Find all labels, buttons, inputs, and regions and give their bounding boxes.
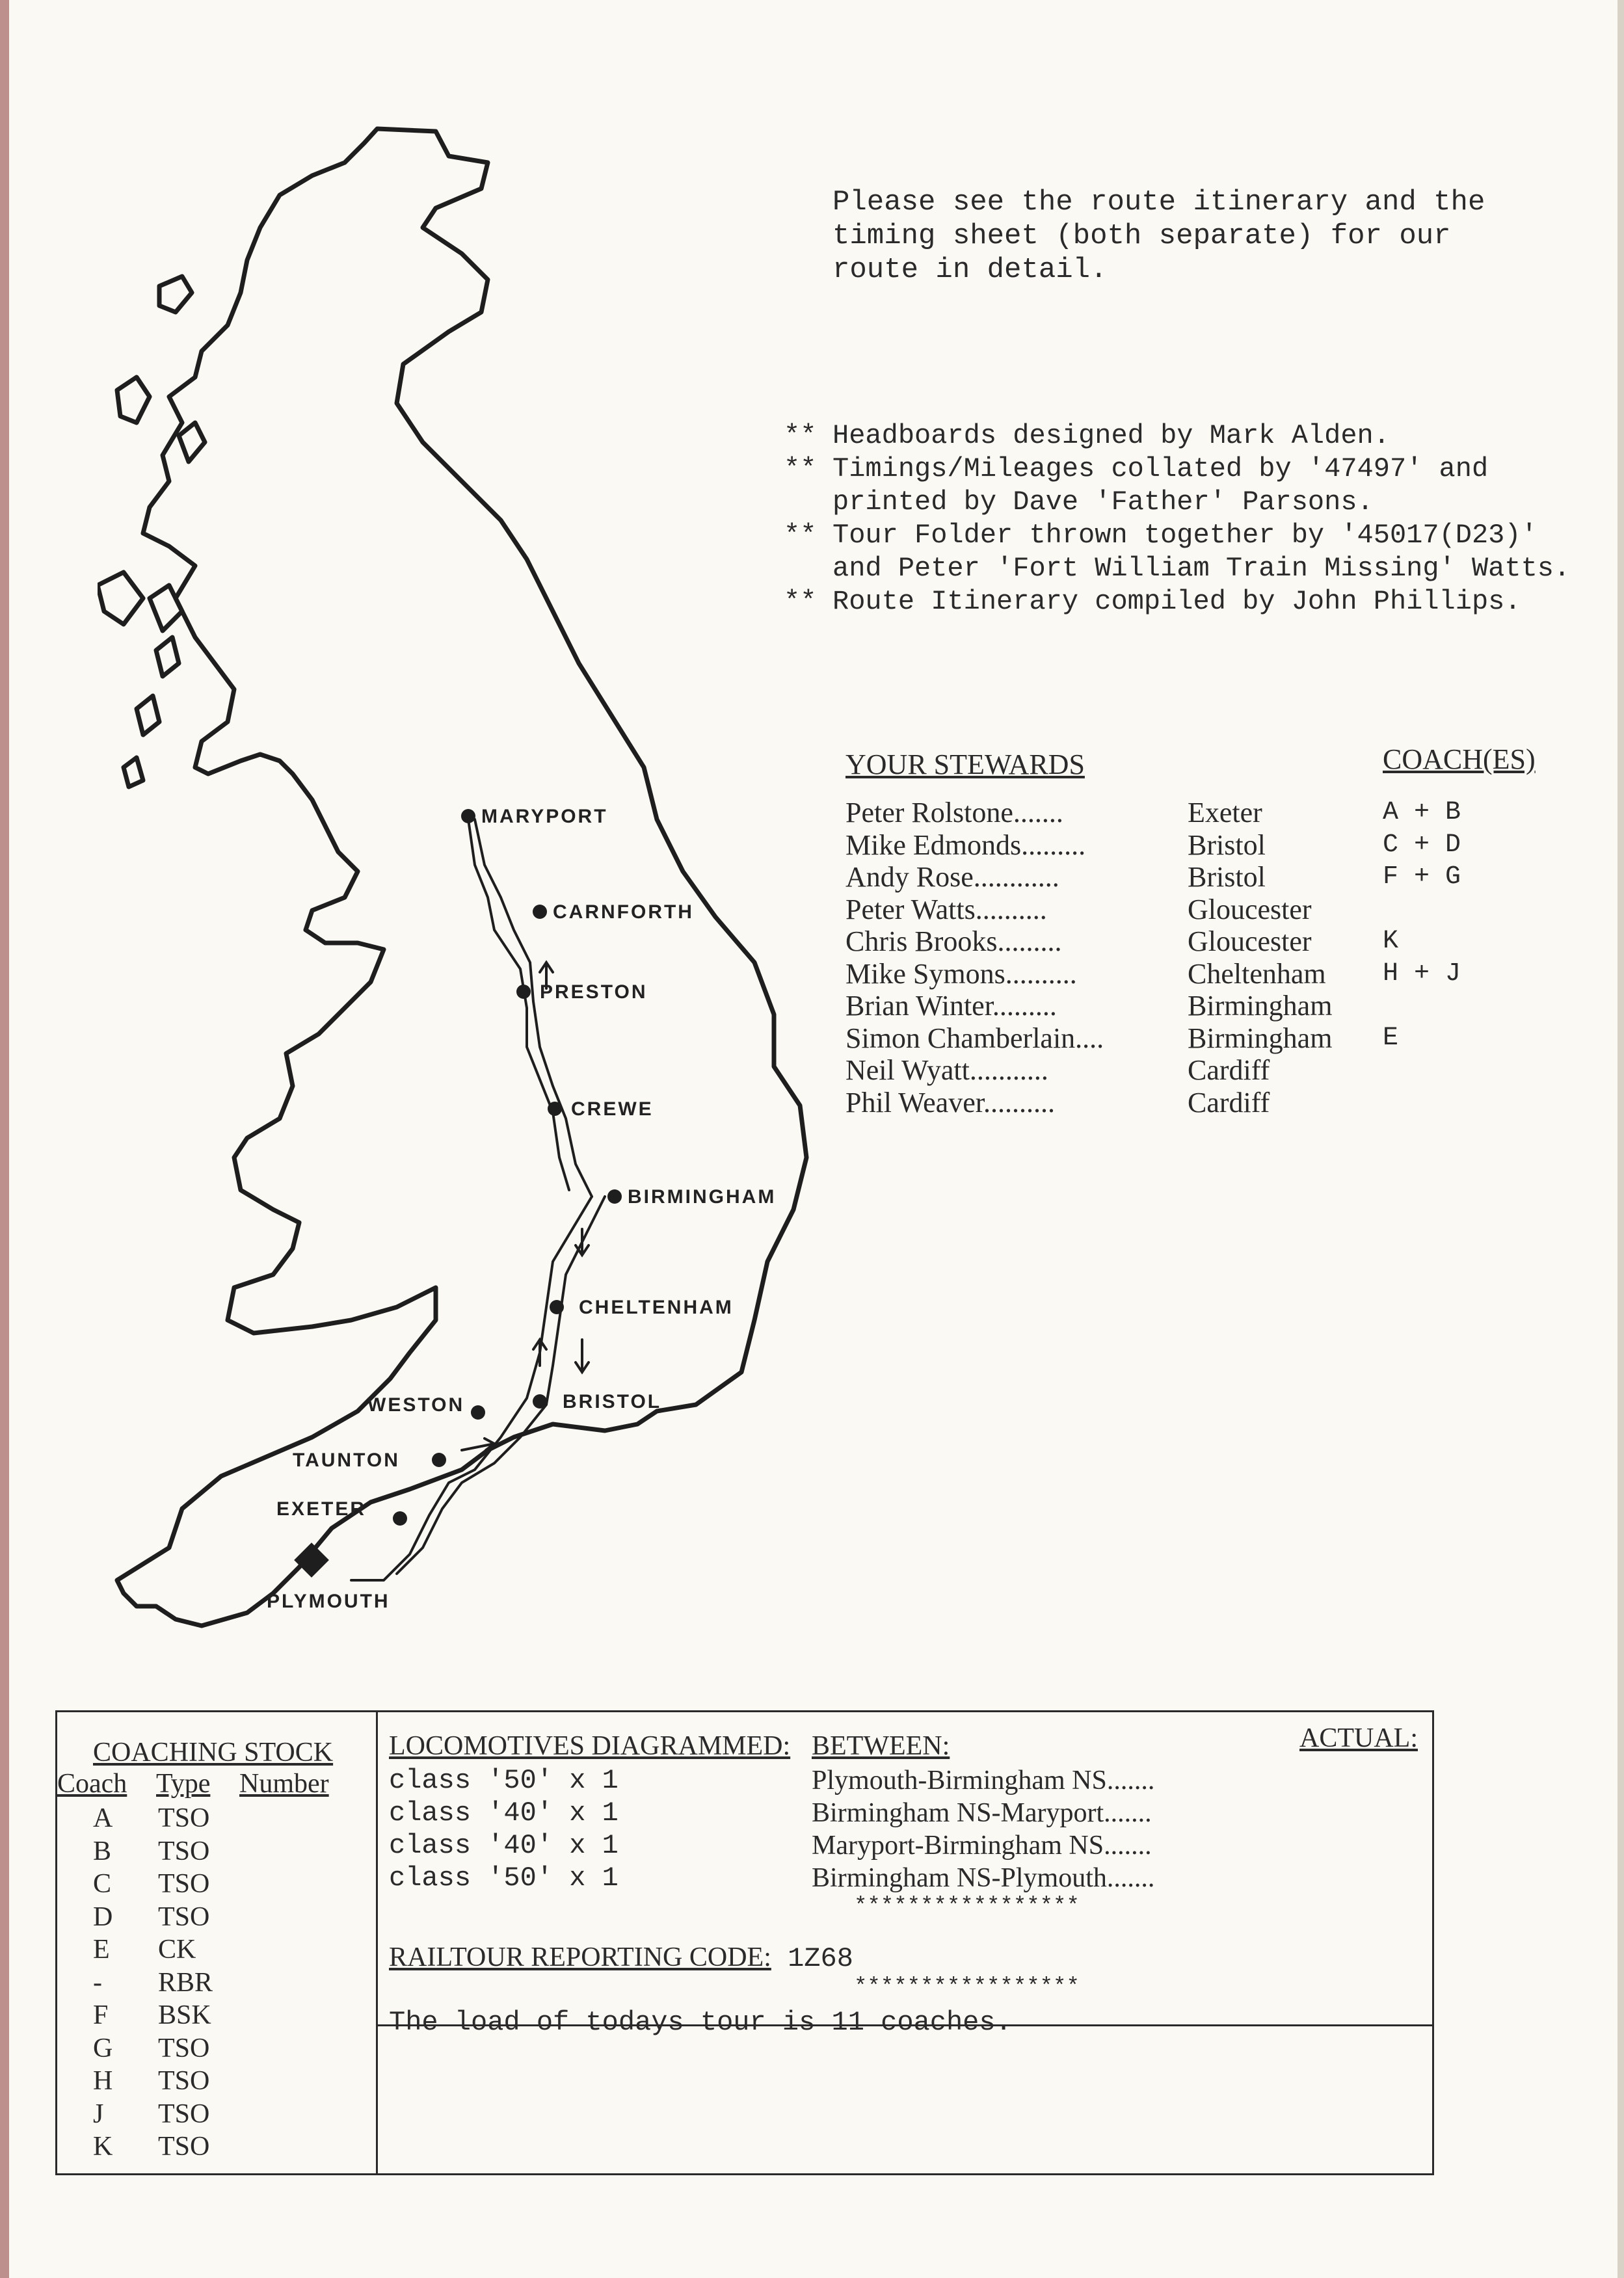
label-bristol: BRISTOL [563,1391,662,1412]
steward-location: Birmingham [1188,990,1333,1022]
loco-between: Maryport-Birmingham NS....... [812,1831,1152,1861]
locomotive-row [389,1764,1430,1797]
table-row [57,1868,376,1901]
station-bristol-dot [533,1394,547,1409]
coach-letter: - [93,1967,102,1998]
table-row [57,2130,376,2164]
coach-type: TSO [158,1869,210,1899]
actual-header: ACTUAL: [1299,1723,1418,1753]
steward-name: Andy Rose............ [845,861,1059,893]
asterisk-divider: ***************** [854,1975,1080,2000]
steward-coaches: K [1383,927,1399,956]
steward-name: Peter Rolstone....... [845,797,1063,828]
island-outline [124,758,143,787]
steward-row [845,958,1561,990]
column-header-coach: Coach [57,1769,127,1799]
station-plymouth-marker [294,1543,329,1578]
steward-coaches: F + G [1383,862,1461,892]
label-taunton: TAUNTON [293,1450,400,1471]
coaching-stock-rows [57,1802,376,2164]
between-header: BETWEEN: [812,1731,950,1761]
loco-between: Plymouth-Birmingham NS....... [812,1766,1155,1795]
coach-letter: F [93,2000,109,2030]
stewards-list [845,797,1561,1119]
coach-letter: J [93,2099,104,2129]
steward-coaches [1383,990,1513,1022]
coach-type: TSO [158,1803,210,1833]
intro-line: Please see the route itinerary and the [832,186,1485,219]
steward-row [845,797,1561,829]
page-edge-right [1617,0,1624,2278]
coach-letter: E [93,1935,110,1965]
coach-letter: H [93,2066,113,2096]
island-outline [159,276,192,312]
steward-location: Cardiff [1188,1054,1270,1086]
reporting-code-value: 1Z68 [788,1943,853,1974]
load-text: The load of todays tour is 11 coaches. [389,2007,1012,2038]
station-carnforth-dot [533,905,547,919]
station-birmingham-dot [607,1189,622,1204]
label-birmingham: BIRMINGHAM [628,1186,777,1208]
table-row [57,1967,376,2000]
steward-name: Mike Symons.......... [845,957,1077,990]
steward-location: Cheltenham [1188,957,1326,990]
station-preston-dot [516,985,531,999]
table-row [57,2098,376,2131]
table-row [57,2032,376,2065]
steward-row [845,1054,1561,1087]
steward-coaches: C + D [1383,830,1461,860]
steward-name: Neil Wyatt........... [845,1054,1048,1086]
locomotive-row [389,1829,1430,1862]
intro-paragraph [832,185,1548,287]
intro-line: route in detail. [832,254,1108,286]
credit-item [784,453,1597,486]
coach-letter: A [93,1803,113,1833]
loco-class: class '40' x 1 [389,1830,619,1861]
coach-type: TSO [158,2132,210,2162]
station-cheltenham-dot [550,1300,564,1314]
steward-row [845,925,1561,958]
table-row [57,1835,376,1868]
steward-row [845,894,1561,926]
label-crewe: CREWE [571,1098,654,1120]
reporting-code-line [389,1942,853,1974]
loco-class: class '50' x 1 [389,1765,619,1796]
locomotives-header: LOCOMOTIVES DIAGRAMMED: [389,1731,791,1761]
steward-name: Peter Watts.......... [845,893,1047,925]
coach-type: CK [158,1935,196,1965]
coach-type: TSO [158,2066,210,2096]
steward-location: Bristol [1188,861,1266,893]
steward-name: Brian Winter......... [845,990,1057,1022]
coach-type: RBR [158,1967,213,1998]
loco-class: class '40' x 1 [389,1797,619,1829]
label-preston: PRESTON [540,981,648,1003]
island-outline [156,637,179,676]
credit-item [784,519,1597,552]
intro-line: timing sheet (both separate) for our [832,220,1451,252]
asterisk-divider: ***************** [854,1894,1080,1919]
island-outline [117,377,150,423]
credit-text: Timings/Mileages collated by '47497' and [832,453,1489,484]
coaching-stock-title: COACHING STOCK [93,1738,334,1768]
steward-row [845,990,1561,1022]
credits-list [784,419,1597,618]
station-crewe-dot [548,1102,562,1116]
page-edge-left [0,0,9,2278]
credit-text: Tour Folder thrown together by '45017(D23)' [832,520,1537,551]
steward-coaches [1383,1054,1513,1087]
credit-bullet: ** [784,520,817,551]
tour-details-box [55,1710,1434,2175]
station-weston-dot [471,1405,485,1420]
locomotive-row [389,1797,1430,1829]
loco-class: class '50' x 1 [389,1862,619,1894]
credit-text: Headboards designed by Mark Alden. [832,420,1390,451]
station-exeter-dot [393,1511,407,1526]
coach-letter: K [93,2132,113,2162]
route-map [98,117,845,1665]
steward-coaches: A + B [1383,798,1461,827]
coach-letter: G [93,2033,113,2063]
steward-name: Simon Chamberlain.... [845,1022,1104,1054]
label-weston: WESTON [367,1394,465,1416]
steward-name: Mike Edmonds......... [845,828,1086,861]
credit-bullet: ** [784,420,817,451]
label-carnforth: CARNFORTH [553,901,694,923]
table-row [57,1802,376,1835]
steward-coaches: H + J [1383,959,1461,988]
label-plymouth: PLYMOUTH [267,1591,390,1612]
steward-name: Chris Brooks......... [845,925,1062,957]
table-row [57,1901,376,1934]
credit-item-continued [784,486,1597,519]
credit-text: Route Itinerary compiled by John Phillips. [832,586,1521,617]
steward-location: Cardiff [1188,1086,1270,1119]
island-outline [137,696,159,735]
steward-row [845,829,1561,862]
steward-name: Phil Weaver.......... [845,1086,1055,1119]
column-header-type: Type [156,1769,211,1799]
label-cheltenham: CHELTENHAM [579,1297,734,1318]
steward-row [845,1022,1561,1055]
stewards-header: YOUR STEWARDS [845,748,1085,780]
table-row [57,2065,376,2098]
coach-letter: B [93,1836,112,1866]
credit-item [784,585,1597,618]
credit-text: and Peter 'Fort William Train Missing' Watts. [832,553,1571,584]
steward-coaches [1383,894,1513,926]
coach-type: BSK [158,2000,211,2030]
label-maryport: MARYPORT [481,806,608,827]
table-row [57,1933,376,1967]
island-outline [179,423,205,462]
coach-letter: D [93,1901,113,1932]
box-vertical-divider [376,1712,378,2173]
loco-between: Birmingham NS-Plymouth....... [812,1863,1155,1893]
steward-location: Gloucester [1188,925,1312,957]
steward-row [845,1087,1561,1119]
steward-row [845,861,1561,894]
steward-location: Bristol [1188,828,1266,861]
station-taunton-dot [432,1453,446,1467]
credit-text: printed by Dave 'Father' Parsons. [832,486,1374,518]
column-header-number: Number [239,1769,329,1799]
coach-type: TSO [158,2033,210,2063]
reporting-code-label: RAILTOUR REPORTING CODE: [389,1942,771,1972]
coaches-header: COACH(ES) [1383,743,1536,775]
locomotive-row [389,1862,1430,1894]
steward-coaches [1383,1087,1513,1119]
coach-type: TSO [158,1836,210,1866]
locomotive-rows [389,1764,1430,1894]
credit-bullet: ** [784,586,817,617]
credit-item [784,419,1597,453]
label-exeter: EXETER [276,1498,367,1520]
steward-location: Gloucester [1188,893,1312,925]
station-maryport-dot [461,809,475,823]
coach-letter: C [93,1869,112,1899]
credit-bullet: ** [784,453,817,484]
steward-location: Birmingham [1188,1022,1333,1054]
island-outline [98,572,143,624]
steward-coaches: E [1383,1023,1399,1053]
credit-item-continued [784,552,1597,585]
table-row [57,1999,376,2032]
loco-between: Birmingham NS-Maryport....... [812,1798,1152,1828]
coach-type: TSO [158,1901,210,1932]
coach-type: TSO [158,2099,210,2129]
steward-location: Exeter [1188,797,1262,828]
